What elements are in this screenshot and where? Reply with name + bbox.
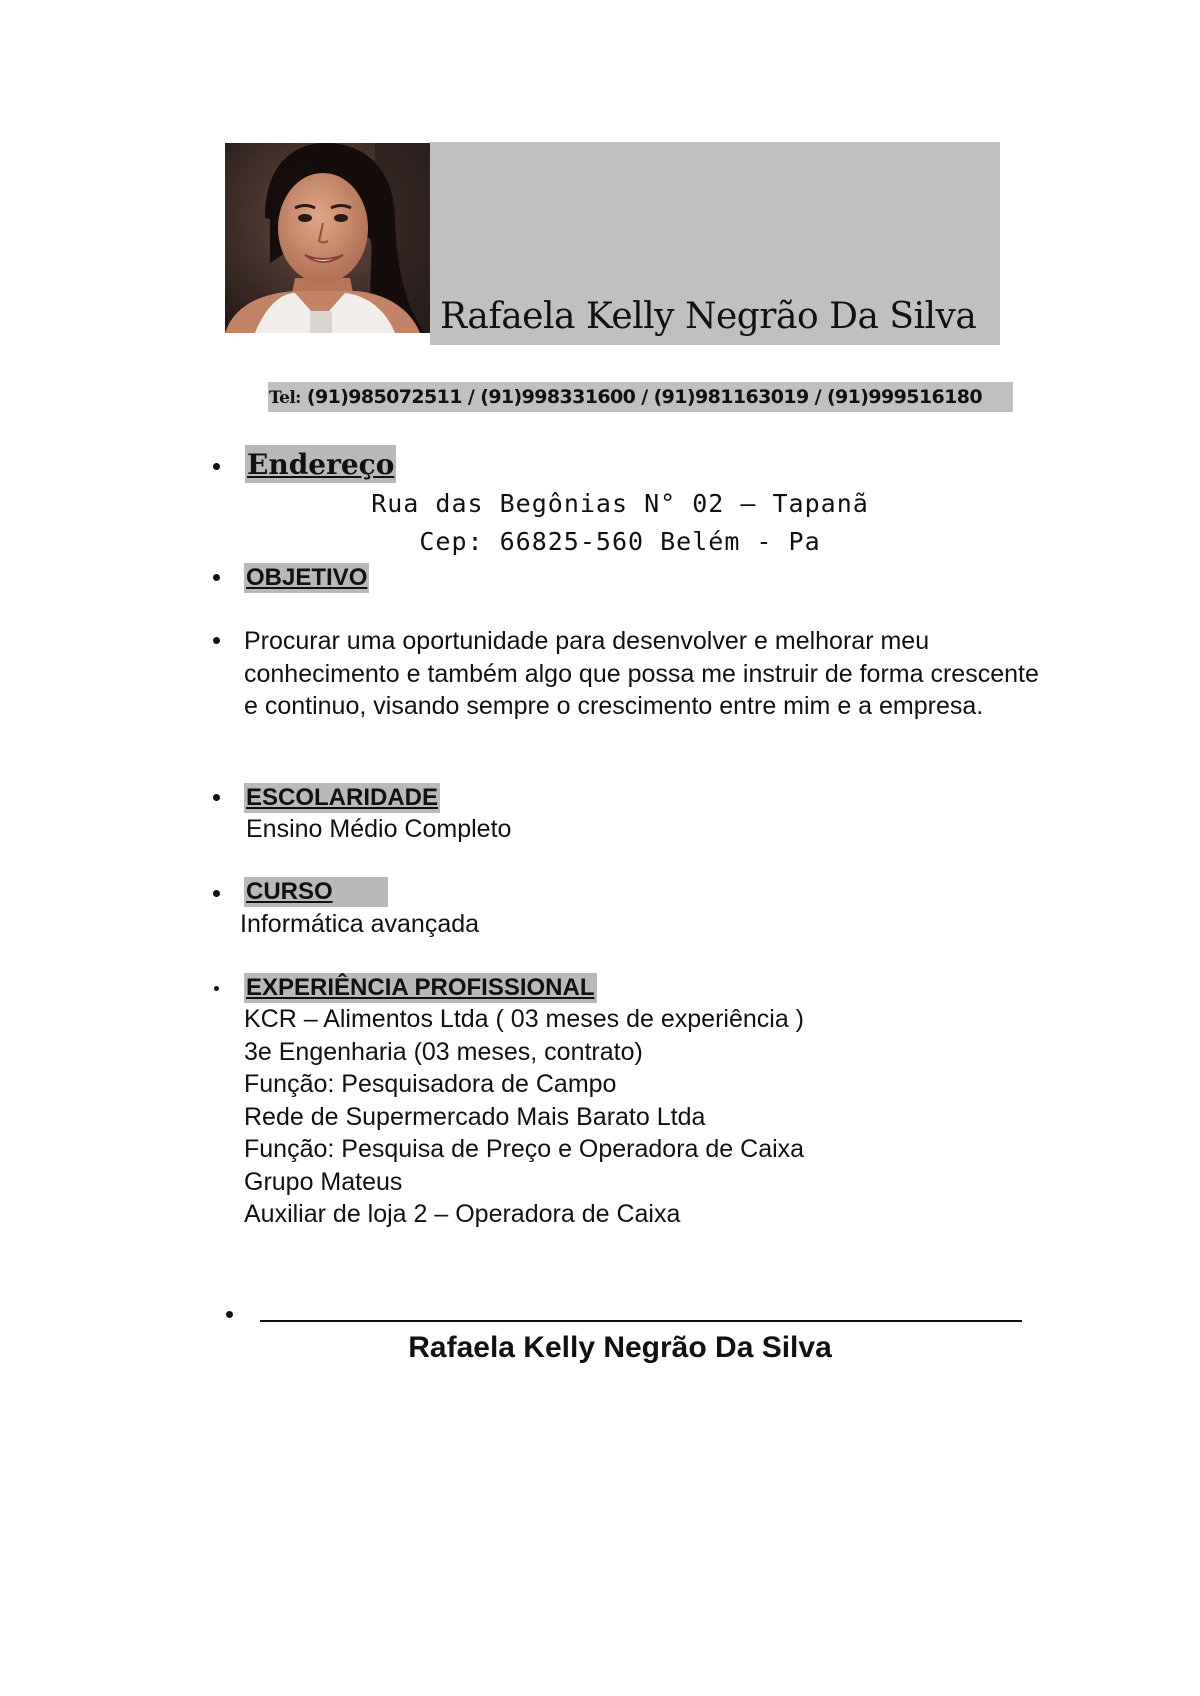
portrait-image (225, 143, 430, 333)
section-heading-curso: CURSO (244, 877, 388, 907)
education-text: Ensino Médio Completo (246, 815, 512, 843)
bullet-icon (213, 890, 220, 897)
experience-line: Auxiliar de loja 2 – Operadora de Caixa (244, 1200, 681, 1228)
experience-line: Grupo Mateus (244, 1167, 403, 1196)
bullet-icon (226, 1311, 233, 1318)
section-heading-experiencia: EXPERIÊNCIA PROFISSIONAL (246, 974, 595, 1001)
signature-name: Rafaela Kelly Negrão Da Silva (408, 1331, 832, 1364)
phone-label: Tel: (269, 388, 301, 408)
section-heading-objetivo: OBJETIVO (246, 564, 368, 591)
bullet-icon (213, 574, 220, 581)
profile-photo (225, 143, 430, 333)
experience-line: 3e Engenharia (03 meses, contrato) (244, 1037, 643, 1066)
bullet-icon (213, 794, 220, 801)
bullet-icon (214, 986, 219, 991)
section-heading-escolaridade: ESCOLARIDADE (246, 784, 439, 811)
experience-list (244, 1003, 804, 1231)
course-text: Informática avançada (240, 910, 480, 938)
phone-line (268, 382, 1013, 412)
candidate-name-heading: Rafaela Kelly Negrão Da Silva (440, 296, 977, 337)
bullet-icon (213, 463, 220, 470)
address-cep: Cep: 66825-560 Belém - Pa (419, 527, 821, 556)
experience-line: KCR – Alimentos Ltda ( 03 meses de experiência ) (244, 1005, 804, 1033)
experience-line: Função: Pesquisadora de Campo (244, 1070, 617, 1098)
address-street: Rua das Begônias N° 02 – Tapanã (371, 489, 869, 518)
phone-numbers: (91)985072511 / (91)998331600 / (91)981163019 / (91)999516180 (306, 386, 982, 408)
signature-line (260, 1320, 1022, 1322)
experience-line: Função: Pesquisa de Preço e Operadora de Caixa (244, 1135, 805, 1163)
objective-text: Procurar uma oportunidade para desenvolver e melhorar meu conhecimento e também algo que possa me instruir de forma crescente e continuo, visando sempre o crescimento entre mim e a empresa. (244, 627, 1039, 720)
bullet-icon (213, 637, 220, 644)
section-heading-endereco: Endereço (245, 445, 396, 483)
experience-line: Rede de Supermercado Mais Barato Ltda (244, 1102, 706, 1131)
